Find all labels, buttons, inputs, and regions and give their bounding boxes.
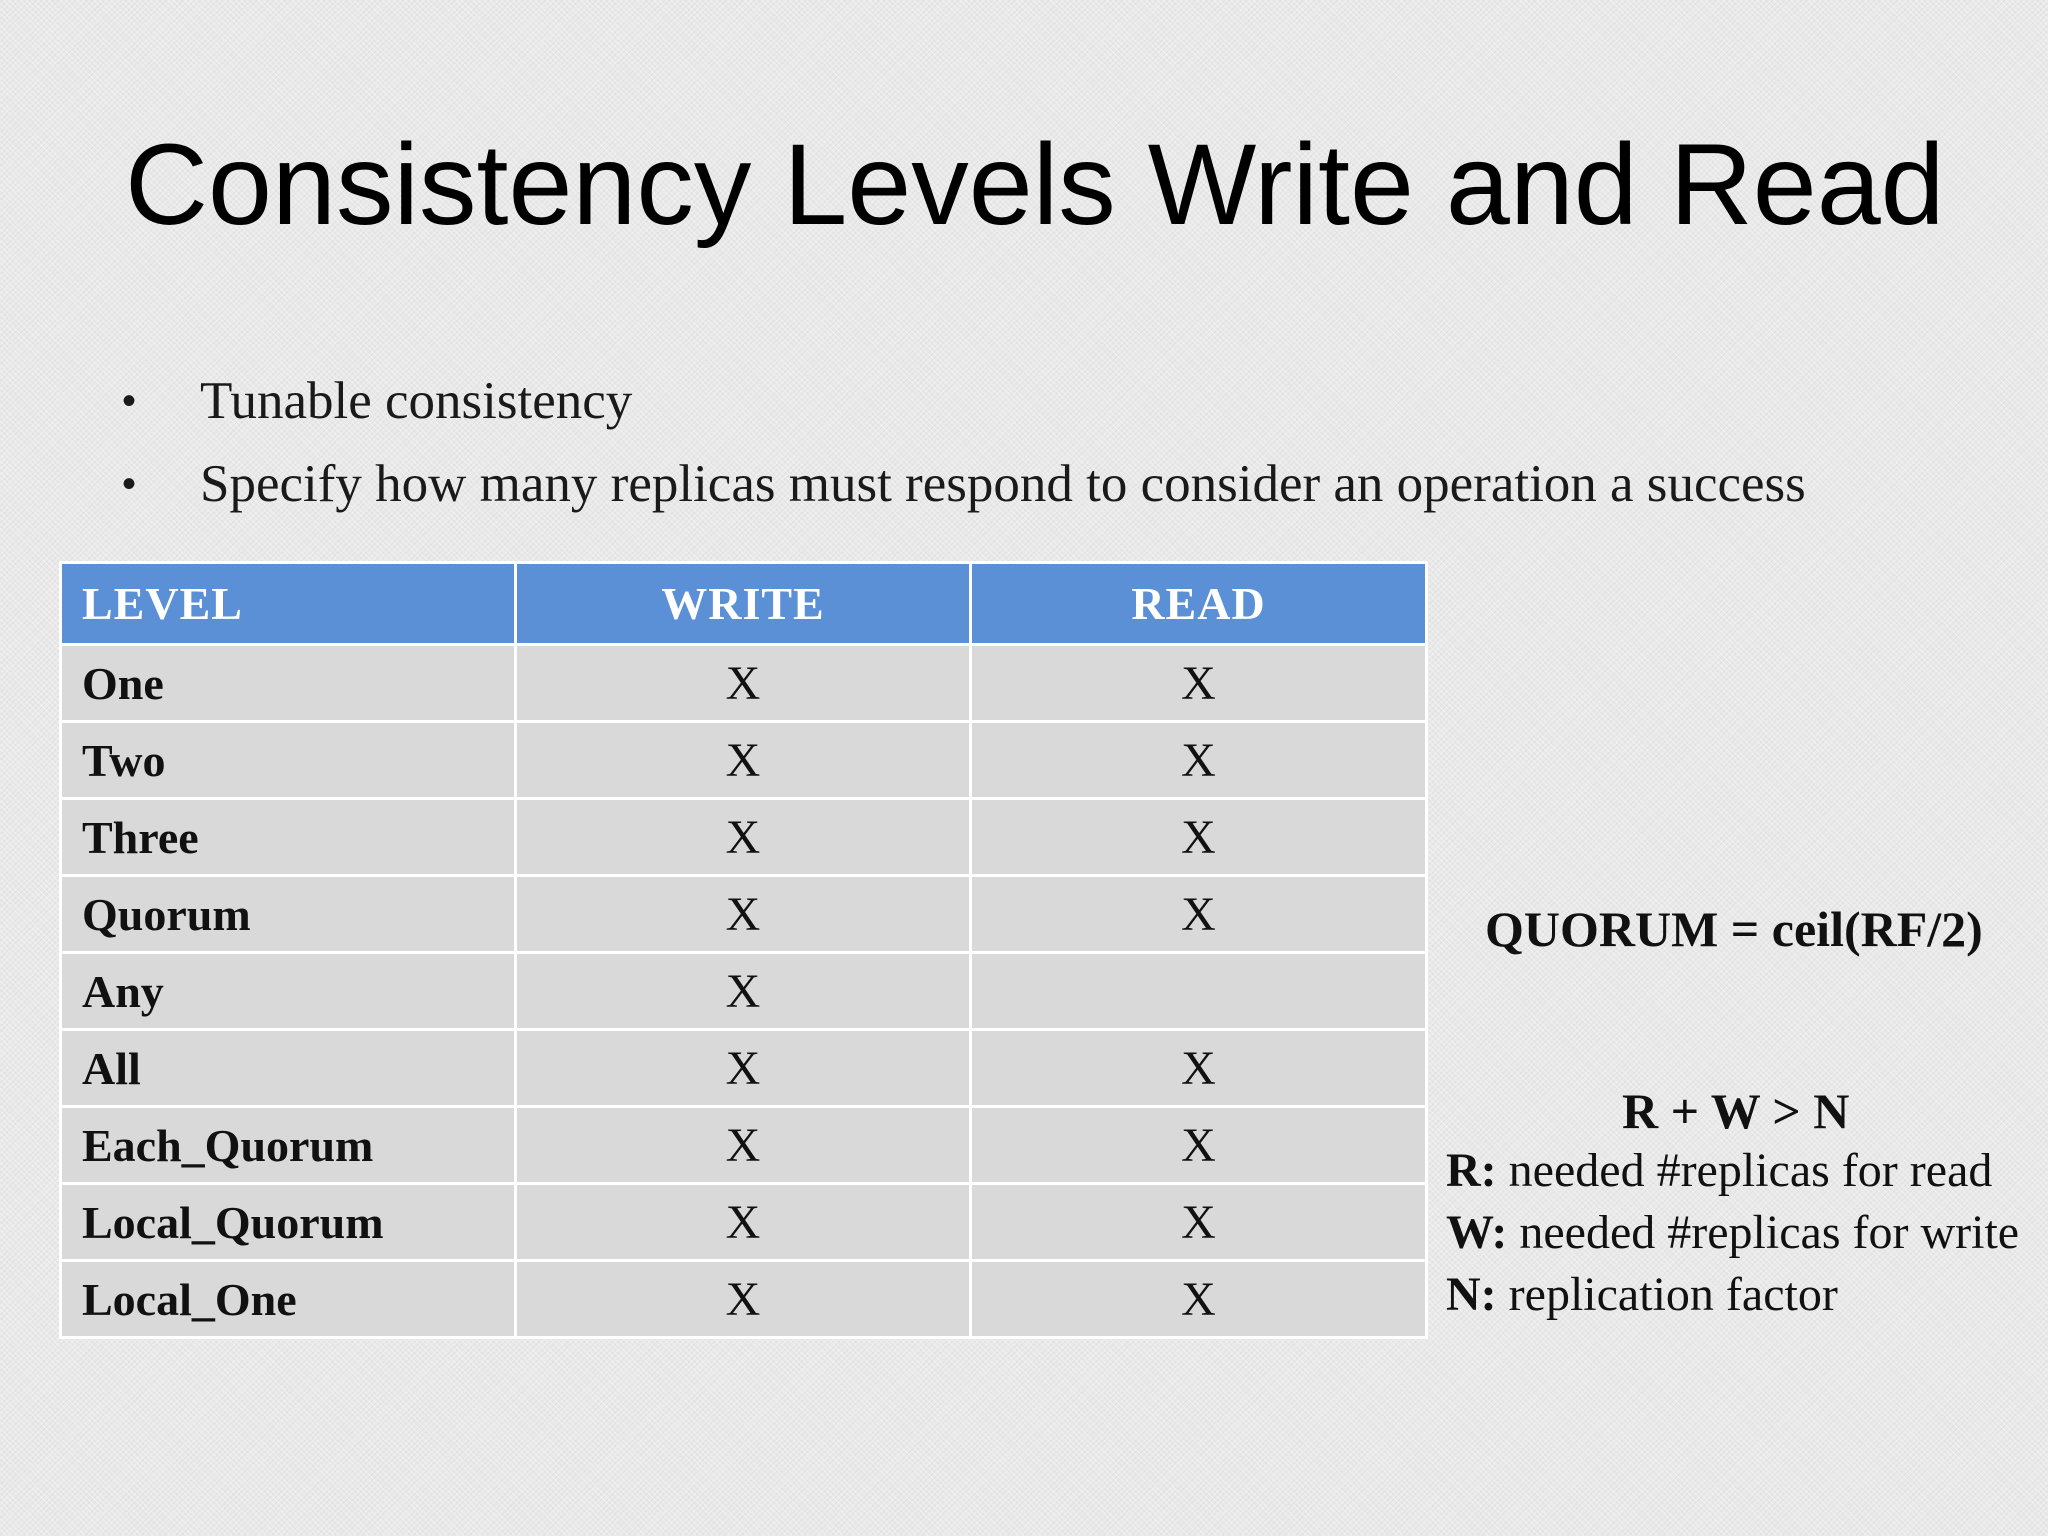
- table-row: [61, 722, 1427, 799]
- write-mark: X: [516, 1107, 971, 1184]
- table-row: [61, 1261, 1427, 1338]
- table-row: [61, 1184, 1427, 1261]
- bullet-list: [118, 368, 1806, 534]
- legend-text: needed #replicas for read: [1496, 1144, 1993, 1197]
- level-name: Any: [61, 953, 516, 1030]
- table-row: [61, 876, 1427, 953]
- level-name: Local_Quorum: [61, 1184, 516, 1261]
- legend-line-w: [1446, 1202, 2019, 1264]
- table-header-row: [61, 563, 1427, 645]
- read-mark: X: [971, 1184, 1427, 1261]
- legend-text: needed #replicas for write: [1507, 1206, 2020, 1259]
- level-name: Each_Quorum: [61, 1107, 516, 1184]
- level-name: Local_One: [61, 1261, 516, 1338]
- write-mark: X: [516, 1030, 971, 1107]
- table-row: [61, 645, 1427, 722]
- read-mark: X: [971, 1107, 1427, 1184]
- read-mark: X: [971, 645, 1427, 722]
- level-name: All: [61, 1030, 516, 1107]
- write-mark: X: [516, 722, 971, 799]
- bullet-text: Specify how many replicas must respond to consider an operation a success: [200, 455, 1806, 513]
- legend-line-r: [1446, 1140, 2019, 1202]
- consistency-levels-table: [59, 561, 1428, 1339]
- write-mark: X: [516, 1184, 971, 1261]
- read-mark: X: [971, 1261, 1427, 1338]
- table-row: [61, 1030, 1427, 1107]
- slide-title: Consistency Levels Write and Read: [125, 121, 1945, 249]
- legend-key: W:: [1446, 1206, 1508, 1259]
- bullet-dot-icon: •: [122, 379, 137, 423]
- level-name: One: [61, 645, 516, 722]
- read-mark: X: [971, 799, 1427, 876]
- header-read: READ: [971, 563, 1427, 645]
- formula-legend: [1446, 1140, 2019, 1326]
- write-mark: X: [516, 799, 971, 876]
- write-mark: X: [516, 1261, 971, 1338]
- header-level: LEVEL: [61, 563, 516, 645]
- bullet-item: [118, 368, 1806, 451]
- table-row: [61, 953, 1427, 1030]
- bullet-item: [118, 451, 1806, 534]
- write-mark: X: [516, 876, 971, 953]
- header-write: WRITE: [516, 563, 971, 645]
- legend-text: replication factor: [1496, 1268, 1838, 1321]
- read-mark: X: [971, 876, 1427, 953]
- legend-key: R:: [1446, 1144, 1497, 1197]
- read-mark: X: [971, 1030, 1427, 1107]
- read-mark: [971, 953, 1427, 1030]
- write-mark: X: [516, 953, 971, 1030]
- table-row: [61, 799, 1427, 876]
- legend-line-n: [1446, 1264, 2019, 1326]
- bullet-text: Tunable consistency: [200, 372, 633, 430]
- level-name: Three: [61, 799, 516, 876]
- level-name: Quorum: [61, 876, 516, 953]
- write-mark: X: [516, 645, 971, 722]
- quorum-formula: QUORUM = ceil(RF/2): [1485, 901, 1983, 957]
- level-name: Two: [61, 722, 516, 799]
- rwn-formula: R + W > N: [1622, 1083, 1850, 1139]
- read-mark: X: [971, 722, 1427, 799]
- table-row: [61, 1107, 1427, 1184]
- bullet-dot-icon: •: [122, 462, 137, 506]
- legend-key: N:: [1446, 1268, 1497, 1321]
